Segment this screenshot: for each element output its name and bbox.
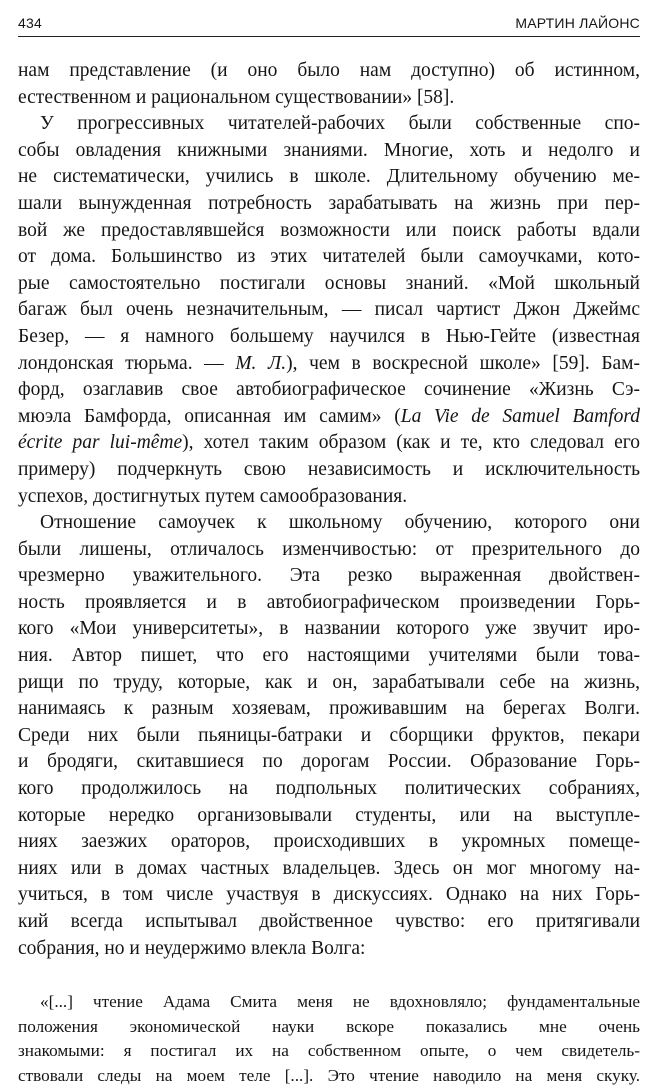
text-line: нам представление (и оно было нам доступно) об истинном, <box>18 60 640 81</box>
block-quote <box>18 990 640 1088</box>
quote-line: «[...] чтение Адама Смита меня не вдохновляло; фундаментальные <box>40 992 640 1012</box>
text-line: чрезмерно уважительного. Эта резко выраженная двойствен- <box>18 565 640 587</box>
text-line: ность проявляется и в автобиографическом произведении Горь- <box>18 591 640 613</box>
text-line: не систематически, учились в школе. Длительному обучению ме- <box>18 166 640 188</box>
text-line: кий всегда испытывал двойственное чувство: его притягивали <box>18 911 640 932</box>
quote-line: знакомыми: я постигал их на собственном опыте, о чем свидетель- <box>18 1041 640 1061</box>
text-line: шали вынужденная потребность зарабатывать на жизнь при пер- <box>18 192 640 214</box>
page-number: 434 <box>18 15 42 31</box>
text-line: ниях или в домах частных владельцев. Здесь он мог многому на- <box>18 857 640 879</box>
text-line: вой же предоставлявшейся возможности или поиск работы вдали <box>18 219 640 241</box>
text-line: примеру) подчеркнуть свою независимость и исключительность <box>18 458 640 480</box>
italic-initials: М. Л. <box>235 352 287 374</box>
main-text <box>18 58 640 1088</box>
page-header <box>18 14 640 37</box>
text-line: собрания, но и неудержимо влекла Волга: <box>18 937 366 959</box>
text-line: и бродяги, скитавшиеся по дорогам России. Образование Горь- <box>18 751 640 773</box>
text-line: Отношение самоучек к школьному обучению, которого они <box>40 512 640 534</box>
text-line: Среди них были пьяницы-батраки и сборщики фруктов, пекари <box>18 724 640 746</box>
text-line: успехов, достигнутых путем самообразования. <box>18 485 408 507</box>
text-line: багаж был очень незначительным, — писал чартист Джон Джеймс <box>18 299 640 321</box>
text-line <box>18 404 640 431</box>
italic-book-title: La Vie de Samuel Bamford <box>400 405 640 427</box>
text-line: кого «Мои университеты», в названии которого уже звучит иро- <box>18 618 640 640</box>
text-line: собы овладения книжными знаниями. Многие, хоть и недолго и <box>18 139 640 161</box>
text-line <box>18 351 640 378</box>
text-line: нанимаясь к разным хозяевам, проживавшим на берегах Волги. <box>18 698 640 720</box>
text-fragment: ), хотел таким образом (как и те, кто следовал его <box>182 432 640 454</box>
text-line: ниях заезжих ораторов, происходивших в укромных помеще- <box>18 831 640 853</box>
text-line: ния. Автор пишет, что его настоящими учителями были това- <box>18 645 640 667</box>
text-line: форд, озаглавив свое автобиографическое сочинение «Жизнь Сэ- <box>18 379 640 401</box>
text-line: рые самостоятельно постигали основы знаний. «Мой школьный <box>18 272 640 294</box>
quote-line: ствовали следы на моем теле [...]. Это чтение наводило на меня скуку. <box>18 1065 640 1085</box>
text-line <box>18 430 640 457</box>
text-line: учиться, в том числе участвуя в дискуссиях. Однако на них Горь- <box>18 884 640 906</box>
text-line: которые нередко организовывали студенты, или на выступле- <box>18 804 640 826</box>
quote-line: положения экономической науки вскоре показались мне очень <box>18 1016 640 1036</box>
running-head-author: МАРТИН ЛАЙОНС <box>515 15 640 31</box>
text-fragment: мюэла Бамфорда, описанная им самим» ( <box>18 405 401 427</box>
text-line: естественном и рациональном существовании» [58]. <box>18 86 455 108</box>
text-fragment: лондонская тюрьма. — <box>18 352 236 374</box>
text-fragment: ), чем в воскресной школе» [59]. Бам- <box>286 352 640 374</box>
text-line: от дома. Большинство из этих читателей были самоучками, кото- <box>18 246 640 268</box>
block-spacer <box>18 962 640 990</box>
text-line: рищи по труду, которые, как и он, зарабатывали себе на жизнь, <box>18 671 640 693</box>
text-line: У прогрессивных читателей-рабочих были собственные спо- <box>40 113 640 135</box>
text-line: кого продолжилось на подпольных политических собраниях, <box>18 778 640 800</box>
italic-book-title: écrite par lui-même <box>18 432 183 454</box>
text-line: Безер, — я намного большему научился в Нью-Гейте (известная <box>18 325 640 347</box>
text-line: были лишены, отличалось изменчивостью: от презрительного до <box>18 538 640 560</box>
